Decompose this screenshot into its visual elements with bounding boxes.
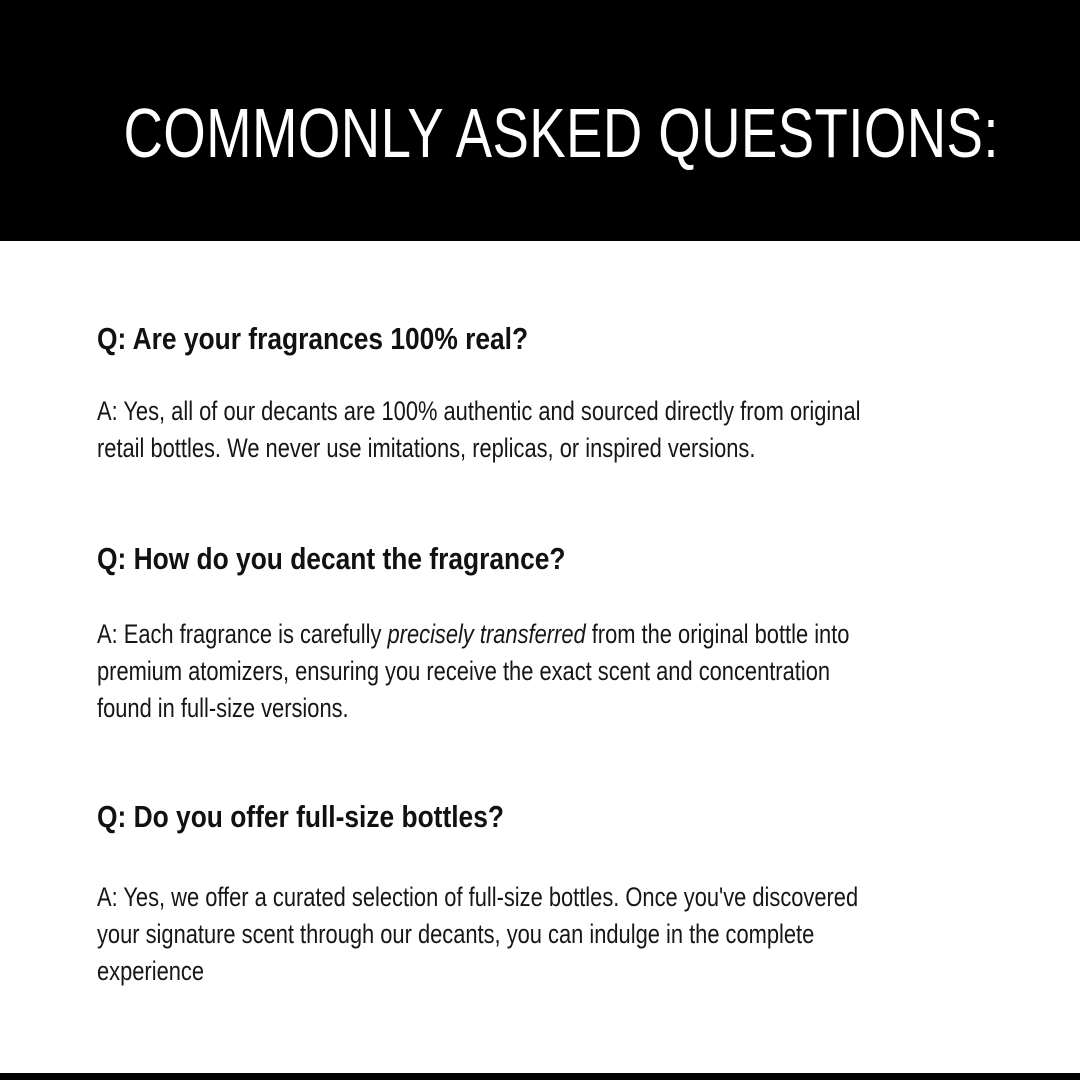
answer-3-line-1: A: Yes, we offer a curated selection of full-size bottles. Once you've discovered xyxy=(97,882,859,912)
answer-2-line-1-post: from the original bottle into xyxy=(585,619,850,649)
answer-2-line-3: found in full-size versions. xyxy=(97,693,349,723)
question-3: Q: Do you offer full-size bottles? xyxy=(97,799,504,834)
bottom-edge-strip xyxy=(0,1073,1080,1080)
page-title-text: COMMONLY ASKED QUESTIONS: xyxy=(123,94,999,172)
question-1: Q: Are your fragrances 100% real? xyxy=(97,321,529,356)
answer-2 xyxy=(97,616,1040,727)
page-title xyxy=(0,92,1080,174)
answer-2-line-1-italic: precisely transferred xyxy=(387,619,586,649)
answer-1-line-2: retail bottles. We never use imitations, replicas, or inspired versions. xyxy=(97,433,756,463)
answer-2-line-2: premium atomizers, ensuring you receive the exact scent and concentration xyxy=(97,656,831,686)
question-2: Q: How do you decant the fragrance? xyxy=(97,541,566,576)
answer-3 xyxy=(97,879,1040,990)
answer-1 xyxy=(97,393,1040,467)
answer-1-line-1: A: Yes, all of our decants are 100% authentic and sourced directly from original xyxy=(97,396,861,426)
answer-3-line-2: your signature scent through our decants, you can indulge in the complete xyxy=(97,919,815,949)
answer-2-line-1-pre: A: Each fragrance is carefully xyxy=(97,619,388,649)
answer-3-line-3: experience xyxy=(97,956,204,986)
answer-2-line-1 xyxy=(97,616,861,653)
